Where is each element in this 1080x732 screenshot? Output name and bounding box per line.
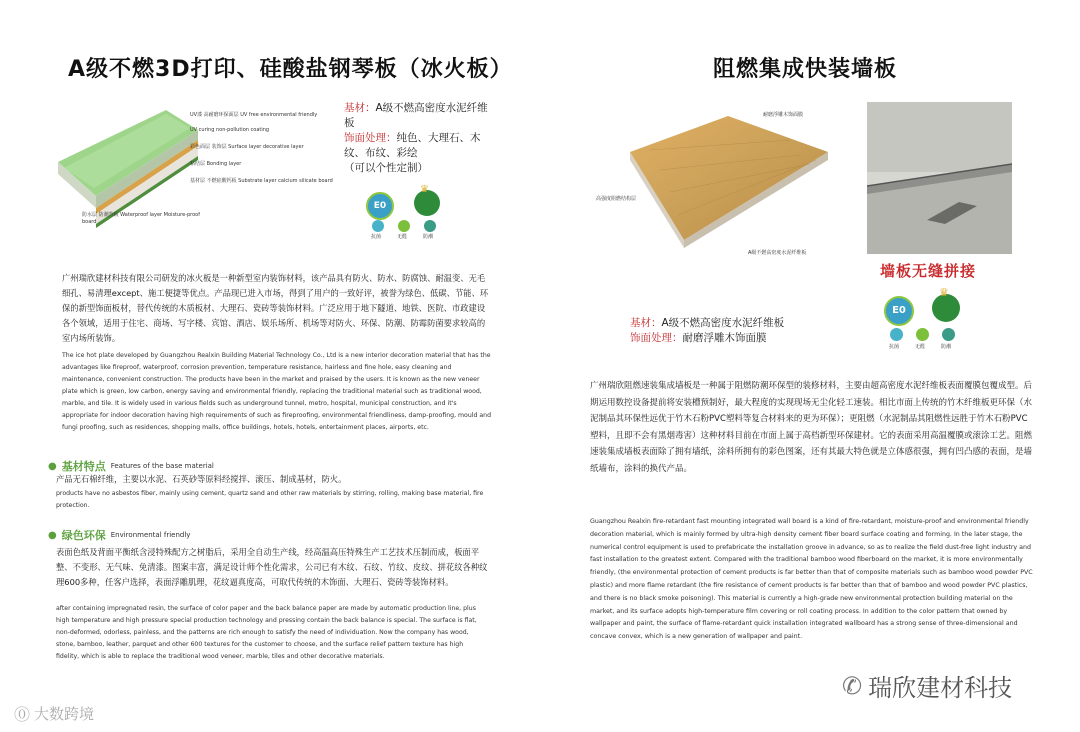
crown-icon: ♛ [939,286,949,299]
section-base-features-cn: 产品无石棉纤维，主要以水泥、石英砂等原料经搅拌、滚压、制成基材，防火。 [56,474,347,484]
wood-board-illustration [620,100,850,260]
board-label-1: 耐磨浮雕木饰面膜 [763,112,804,118]
right-page-title: 阻燃集成快装墙板 [713,57,898,82]
right-base-label: 基材： [630,317,662,329]
left-base-label: 基材： [344,102,376,114]
layer-label-2: UV curing non-pollution coating [190,127,270,133]
e0-badge: E0 [884,296,914,326]
layer-label-4: 粘结层 Bonding layer [190,161,242,167]
left-badges [362,184,462,248]
seamless-caption: 墙板无缝拼接 [880,262,977,280]
layer-callouts [190,112,340,191]
antibacterial-icon [372,220,384,232]
antibacterial-icon [890,328,903,341]
crown-icon: ♛ [420,184,429,195]
formaldehyde-free-icon [916,328,929,341]
right-badges [880,288,980,354]
layer-label-3: 彩色面层 装饰层 Surface layer decorative layer [190,144,304,150]
section-eco-cn: 表面色纸及背面平衡纸含浸特殊配方之树脂后，采用全自动生产线，经高温高压特殊生产工艺技术压制而成，板面平整、不变形、无气味、免清漆。图案丰富，满足设计师个性化需求，公司已有木纹、石纹、竹纹、皮纹、拼花纹各种纹理600多种，任客户选择，表面浮雕肌理，花纹逼真度高，可取代传统的木饰面、大理石、瓷砖等装饰材料。 [56,547,488,587]
badge-label-3: 防潮 [941,344,952,350]
right-base-value: A级不燃高密度水泥纤维板 [661,317,785,329]
badge-label-3: 防潮 [423,234,434,240]
moisture-proof-icon [942,328,955,341]
watermark-logo-icon: ⓪ [14,705,31,724]
board-label-2: 高强度阻燃结构层 [596,196,637,202]
layer-label-1: UV漆 高耐磨环保面层 UV free environmental friendly [190,112,318,118]
left-finish-label: 饰面处理： [344,132,397,144]
section-base-features-heading: ● 基材特点 Features of the base material [48,460,214,473]
moisture-proof-icon [424,220,436,232]
wechat-icon: ✆ [842,671,863,700]
badge-label-1: 抗菌 [889,344,900,350]
formaldehyde-free-icon [398,220,410,232]
section-eco-en: after containing impregnated resin, the surface of color paper and the back balance paper are made by automatic production line, plus high temperature and high pressure special production technology and pressing contain the back balance is special. The surface is flat, non-deformed, odorless, painless, and the patterns are rich enough to satisfy the need of individuation. Now the company has wood, stone, bamboo, leather, parquet and other 600 textures for the customer to choose, and the surface relief pattern texture has high fidelity, which is able to replace the traditional wood veneer, marble, tiles and other decorative materials. [56,605,477,660]
certification-badge [932,286,960,322]
left-finish-note: （可以个性定制） [344,162,428,174]
section-eco-heading: ● 绿色环保 Environmental friendly [48,529,191,542]
left-intro-cn: 广州瑞欣建材科技有限公司研发的冰火板是一种新型室内装饰材料，该产品具有防火、防水、防腐蚀、耐温变、无毛细孔、易清理except、施工便捷等优点。产品现已进入市场，得到了用户的一致好评，被誉为绿色、低碳、节能、环保的新型饰面板材，替代传统的木质板材、大理石、瓷砖等装饰材料。广泛应用于地下隧道、地铁、医院、市政建设各个领域，适用于住宅、商场、写字楼、宾馆、酒店、娱乐场所、机场等对防火、环保、防潮、防霉防菌要求较高的室内场所装饰。 [62,273,489,343]
right-finish-label: 饰面处理： [630,332,683,344]
left-intro-en: The ice hot plate developed by Guangzhou Realxin Building Material Technology Co., Ltd is a new interior decoration material that has the advantages like fireproof, waterproof, corrosion prevention, temperature resistance, hairless and fine hole, easy cleaning and maintenance, convenient construction. The products have been in the market and praised by the users. It is known as the new veneer plate which is green, low carbon, energy saving and environmental friendly, replacing the traditional material such as traditional wood, marble, and tile. It is widely used in various fields such as underground tunnel, metro, hospital, municipal construction, and it's appropriate for indoor decoration having high requirements of such as fireproofing, environmental friendliness, damp-proofing, mould and fungi proofing, such as residences, shopping malls, office buildings, hotels, hotels, entertainment places, airports, etc. [62,352,492,431]
brand-mark [842,668,1012,703]
certification-badge [414,184,440,216]
badge-label-1: 抗菌 [371,234,382,240]
section-base-features-en: products have no asbestos fiber, mainly using cement, quartz sand and other raw materials by stirring, rolling, making base material, fire protection. [56,490,484,509]
badge-label-2: 无醛 [397,234,408,240]
badge-label-2: 无醛 [915,344,926,350]
watermark: ⓪ 大数跨境 [14,702,94,725]
right-finish-value: 耐磨浮雕木饰面膜 [682,332,767,344]
left-finish-value: 纯色、大理石、木纹、布纹、彩绘 [344,132,481,159]
right-intro-cn: 广州瑞欣阻燃速装集成墙板是一种属于阻燃防潮环保型的装修材料，主要由超高密度水泥纤维板表面覆膜包覆成型。后期运用数控设备提前将安装槽预制好，最大程度的实现现场无尘化轻工速装。相比市面上传统的竹木纤维板更环保（水泥制品其环保性远优于竹木石粉PVC塑料等复合材料来的更为环保）；更阻燃（水泥制品其阻燃性远胜于竹木石粉PVC塑料，且即不会有黑烟毒害）这种材料目前在市面上属于高档新型环保建材。它的表面采用高温覆膜或滚涂工艺。阻燃速装集成墙板表面除了拥有墙纸，涂料所拥有的彩色图案，还有其最大特色就是立体感很强，拥有凹凸感的表面，是墙纸墙布，涂料的换代产品。 [590,381,1033,474]
layer-label-5: 基材层 不燃硅酸钙板 Substrate layer calcium silicate board [190,178,333,184]
left-spec-box [344,101,494,176]
bullet-icon: ● [48,460,57,472]
e0-badge: E0 [366,192,394,220]
bullet-icon: ● [48,529,57,541]
layer-label-6: 防水层 防潮背板 Waterproof layer Moisture-proof board [82,212,201,225]
left-page-title: A级不燃3D打印、硅酸盐钢琴板（冰火板） [68,57,513,82]
left-base-value: A级不燃高密度水泥纤维板 [344,102,488,129]
right-intro-en: Guangzhou Realxin fire-retardant fast mounting integrated wall board is a kind of fire-retardant, moisture-proof and environmental friendly decoration material, which is mainly formed by ultra-high density cement fiber board surface coating and forming. In the later stage, the numerical control equipment is used to prefabricate the installation groove in advance, so as to realize the field dust-free light industry and fast installation to the greatest extent. Compared with the traditional bamboo wood fiberboard on the market, it is more environmentally friendly, (the environmental protection of cement products is far better than that of composite materials such as bamboo wood powder PVC plastic) and more flame retardant (the fire resistance of cement products is far better than that of bamboo and wood powder PVC plastics, and there is no black smoke poisoning). This material is currently a high-grade new environmental protection building material on the market, and its surface adopts high-temperature film covering or roll coating process. In addition to the color pattern that owned by wallpaper and paint, the surface of flame-retardant quick installation integrated wallboard has a strong sense of three-dimensional and concave convex, which is a new generation of wallpaper and paint. [590,518,1033,641]
seamless-joint-photo [867,102,1012,254]
board-label-3: A级不燃高密度水泥纤维板 [748,250,807,256]
right-spec-box [630,316,784,346]
brand-name: 瑞欣建材科技 [868,674,1013,702]
